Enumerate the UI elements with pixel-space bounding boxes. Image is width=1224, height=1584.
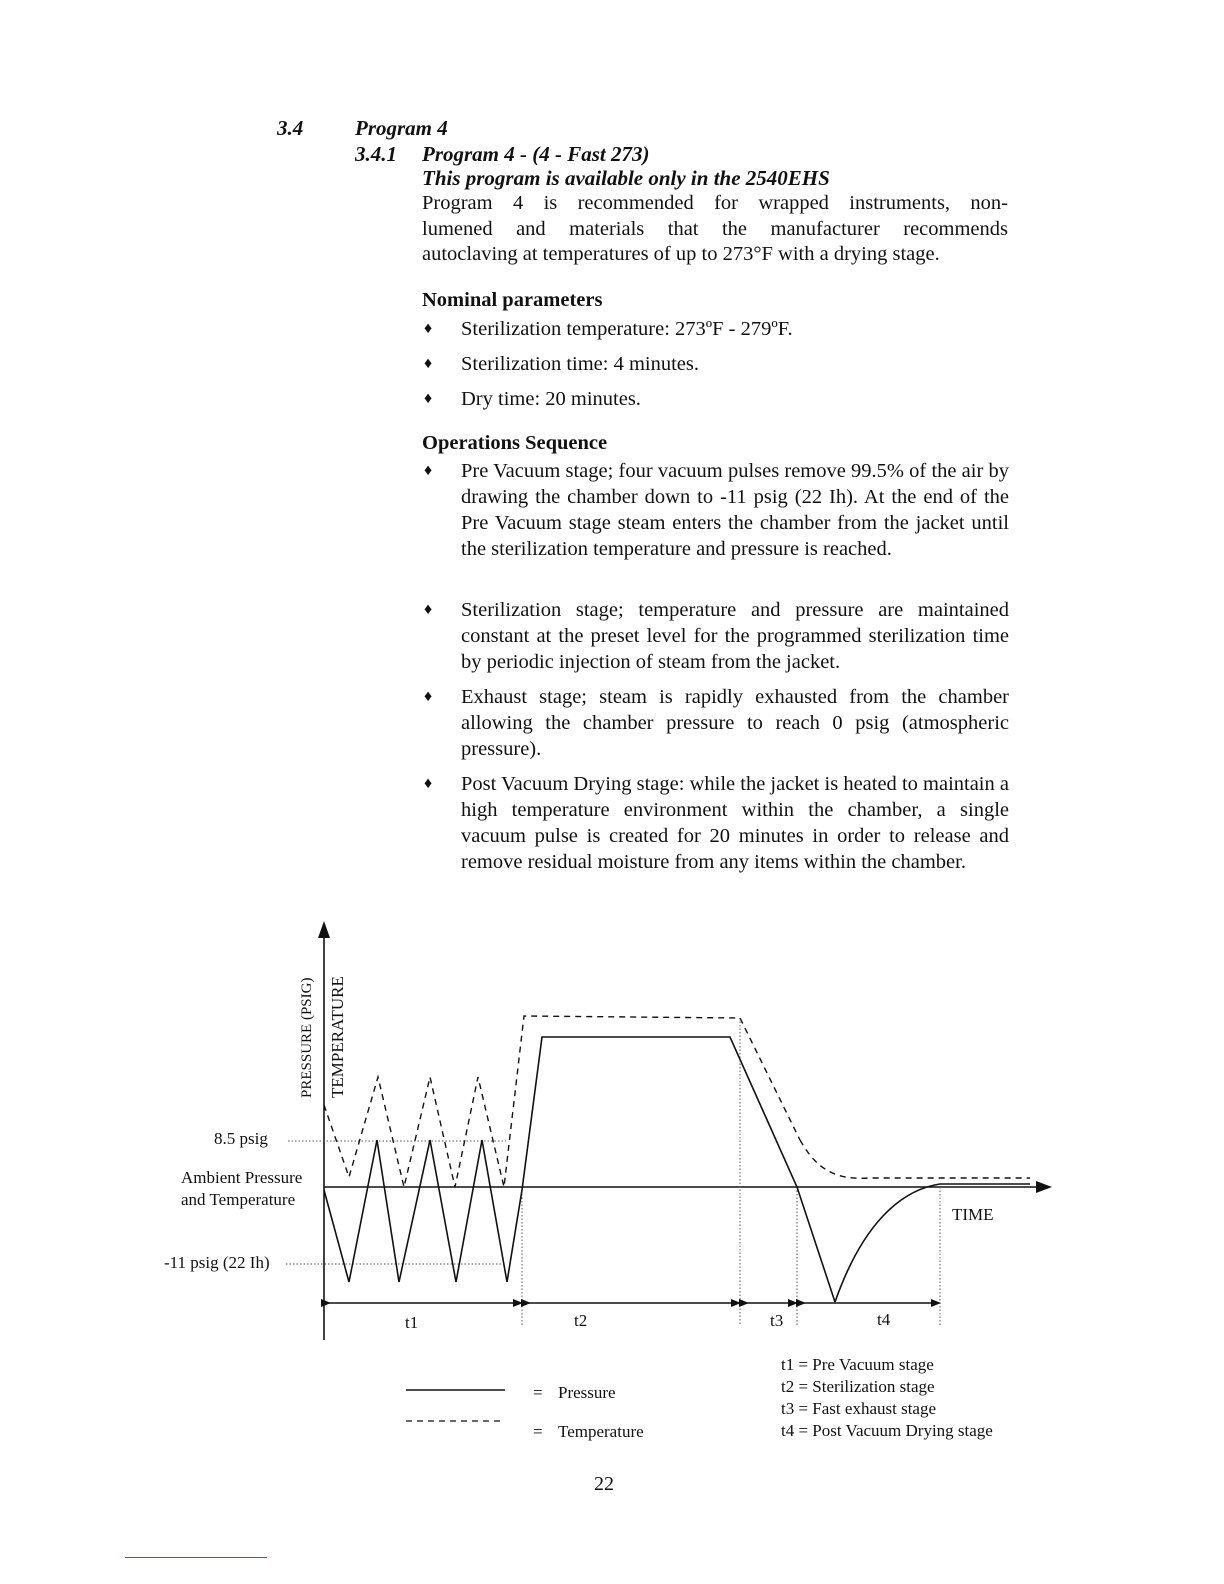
operations-item-post-vacuum: Post Vacuum Drying stage: while the jacket is heated to maintain a high temperature environment within the chamber, a single vacuum pulse is created for 20 minutes in order to release and remove residual moisture from any items within the chamber. [461,773,1009,873]
bullet-icon: ♦ [424,320,433,337]
section-title: Program 4 [355,116,448,140]
label-ambient-line-2: and Temperature [181,1190,296,1209]
temperature-curve [324,1016,800,1187]
legend-equals-pressure: = [533,1383,543,1402]
label-minus-11-psig: -11 psig (22 Ih) [164,1253,270,1272]
nominal-item-1: Sterilization temperature: 273ºF - 279ºF. [461,318,793,340]
operations-item-sterilization: Sterilization stage; temperature and pressure are maintained constant at the preset level for the programmed sterilization time by periodic injection of steam from the jacket. [461,599,1009,673]
key-t1: t1 = Pre Vacuum stage [781,1355,934,1374]
stage-label-t3: t3 [770,1311,784,1330]
y-axis-label-temperature: TEMPERATURE [328,976,347,1098]
intro-line-2: lumened and materials that the manufacturer recommends [422,218,1008,240]
bullet-icon: ♦ [424,601,433,618]
bullet-icon: ♦ [424,390,433,407]
operations-heading: Operations Sequence [422,432,608,454]
label-8-5-psig: 8.5 psig [214,1129,268,1148]
label-ambient-line-1: Ambient Pressure [181,1168,303,1187]
availability-note: This program is available only in the 2540EHS [422,166,830,190]
legend-equals-temperature: = [533,1422,543,1441]
intro-line-3: autoclaving at temperatures of up to 273°F with a drying stage. [422,243,940,265]
stage-label-t1: t1 [405,1313,419,1332]
nominal-item-2: Sterilization time: 4 minutes. [461,353,699,375]
bullet-icon: ♦ [424,775,433,792]
operations-item-pre-vacuum: Pre Vacuum stage; four vacuum pulses remove 99.5% of the air by drawing the chamber down to -11 psig (22 Ih). At the end of the Pre Vacuum stage steam enters the chamber from the jacket until the sterilization temperature and pressure is reached. [461,460,1009,560]
bullet-icon: ♦ [424,462,433,479]
page-number: 22 [594,1473,614,1495]
subsection-title: Program 4 - (4 - Fast 273) [422,142,650,166]
legend-pressure-label: Pressure [558,1383,616,1402]
y-axis-arrow-icon [318,921,330,938]
key-t3: t3 = Fast exhaust stage [781,1399,937,1418]
stage-label-t4: t4 [877,1310,891,1329]
footer-rule [125,1557,267,1558]
x-axis-arrow-icon [1036,1181,1052,1193]
y-axis-label-pressure: PRESSURE (PSIG) [299,977,315,1098]
x-axis-label-time: TIME [952,1205,994,1224]
section-number: 3.4 [277,116,304,140]
stage-label-t2: t2 [574,1311,588,1330]
intro-line-1: Program 4 is recommended for wrapped instruments, non- [422,192,1008,214]
bullet-icon: ♦ [424,688,433,705]
key-t4: t4 = Post Vacuum Drying stage [781,1421,993,1440]
nominal-item-3: Dry time: 20 minutes. [461,388,641,410]
pressure-curve [324,1037,835,1302]
subsection-number: 3.4.1 [355,142,397,166]
bullet-icon: ♦ [424,355,433,372]
legend-temperature-label: Temperature [558,1422,644,1441]
temperature-curve-drying [800,1140,1030,1178]
nominal-heading: Nominal parameters [422,289,603,311]
operations-item-exhaust: Exhaust stage; steam is rapidly exhausted from the chamber allowing the chamber pressure to reach 0 psig (atmospheric pressure). [461,686,1009,760]
pressure-curve-drying [835,1184,1030,1302]
key-t2: t2 = Sterilization stage [781,1377,935,1396]
